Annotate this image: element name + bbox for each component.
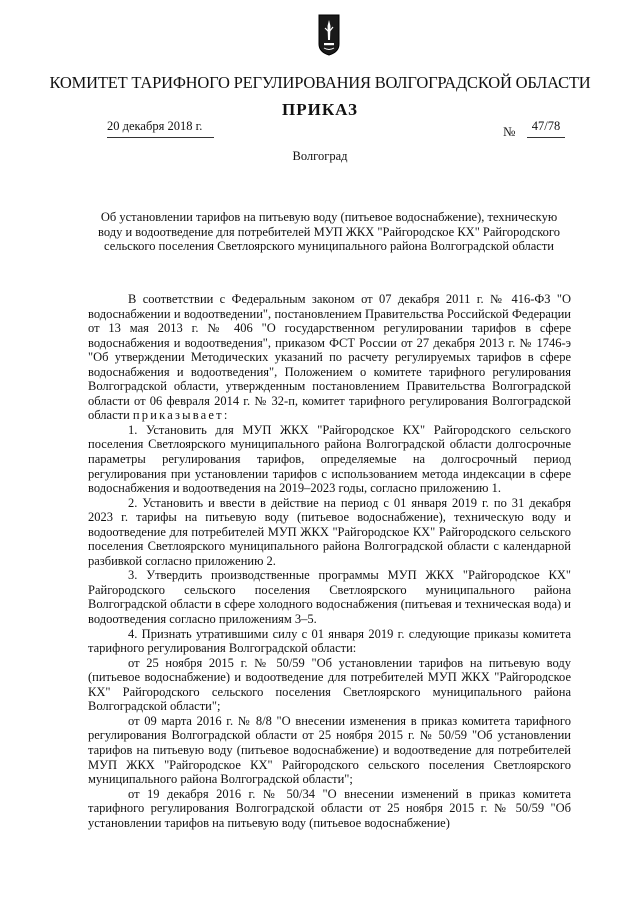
repealed-order-2: от 09 марта 2016 г. № 8/8 "О внесении изменения в приказ комитета тарифного регулирования Волгоградской области от 25 ноября 2015 г. № 50/59 "Об установлении тарифов на питьевую воду (питьевое водоснабжение) и водоотведение для потребителей МУП ЖКХ "Райгородское КХ" Райгородского сельского поселения Светлоярского муниципального района Волгоградской области"; [88,713,571,787]
document-date: 20 декабря 2018 г. [107,119,214,138]
preamble-order-word: приказывает: [132,408,230,423]
clause-4: 4. Признать утратившими силу с 01 января 2019 г. следующие приказы комитета тарифного регулирования Волгоградской области: [88,626,571,656]
document-subject: Об установлении тарифов на питьевую воду (питьевое водоснабжение), техническую воду и водоотведение для потребителей МУП ЖКХ "Райгородское КХ" Райгородского сельского поселения Светлоярского муниципального района Волгоградской области [98,210,560,253]
document-body [88,292,571,830]
volgograd-emblem-icon [318,14,340,56]
document-city: Волгоград [292,149,348,163]
repealed-order-3: от 19 декабря 2016 г. № 50/34 "О внесении изменений в приказ комитета тарифного регулирования Волгоградской области от 25 ноября 2015 г. № 50/59 "Об установлении тарифов на питьевую воду (питьевое водоснабжение) [88,786,571,830]
document-type: ПРИКАЗ [282,100,358,119]
clause-2: 2. Установить и ввести в действие на период с 01 января 2019 г. по 31 декабря 2023 г. тарифы на питьевую воду (питьевое водоснабжение), техническую воду и водоотведение для потребителей МУП ЖКХ "Райгородское КХ" Райгородского сельского поселения Светлоярского муниципального района Волгоградской области с календарной разбивкой согласно приложению 2. [88,495,571,568]
repealed-order-1: от 25 ноября 2015 г. № 50/59 "Об установлении тарифов на питьевую воду (питьевое водоснабжение) и водоотведение для потребителей МУП ЖКХ "Райгородское КХ" Райгородского сельского поселения Светлоярского муниципального района Волгоградской области"; [88,655,571,714]
preamble-text: В соответствии с Федеральным законом от 07 декабря 2011 г. № 416-ФЗ "О водоснабжении и водоотведении", постановлением Правительства Российской Федерации от 13 мая 2013 г. № 406 "О государственном регулировании тарифов в сфере водоснабжения и водоотведения", приказом ФСТ России от 27 декабря 2013 г. № 1746-э "Об утверждении Методических указаний по расчету регулируемых тарифов в сфере водоснабжения и водоотведения", Положением о комитете тарифного регулирования Волгоградской области, утвержденным постановлением Правительства Волгоградской области от 06 февраля 2014 г. № 32-п, комитет тарифного регулирования Волгоградской области [88,292,571,423]
preamble-paragraph [88,292,571,423]
clause-1: 1. Установить для МУП ЖКХ "Райгородское КХ" Райгородского сельского поселения Светлоярского муниципального района Волгоградской области долгосрочные параметры регулирования тарифов, определяемые на долгосрочный период регулирования при установлении тарифов с использованием метода индексации в сфере водоснабжения и водоотведения на 2019–2023 годы, согласно приложению 1. [88,422,571,496]
committee-title: КОМИТЕТ ТАРИФНОГО РЕГУЛИРОВАНИЯ ВОЛГОГРАДСКОЙ ОБЛАСТИ [49,73,591,92]
number-sign: № [503,124,516,139]
clause-3: 3. Утвердить производственные программы МУП ЖКХ "Райгородское КХ" Райгородского сельского поселения Светлоярского муниципального района Волгоградской области в сфере холодного водоснабжения (питьевая и техническая вода) и водоотведения согласно приложениям 3–5. [88,568,571,627]
document-number: 47/78 [527,119,565,138]
